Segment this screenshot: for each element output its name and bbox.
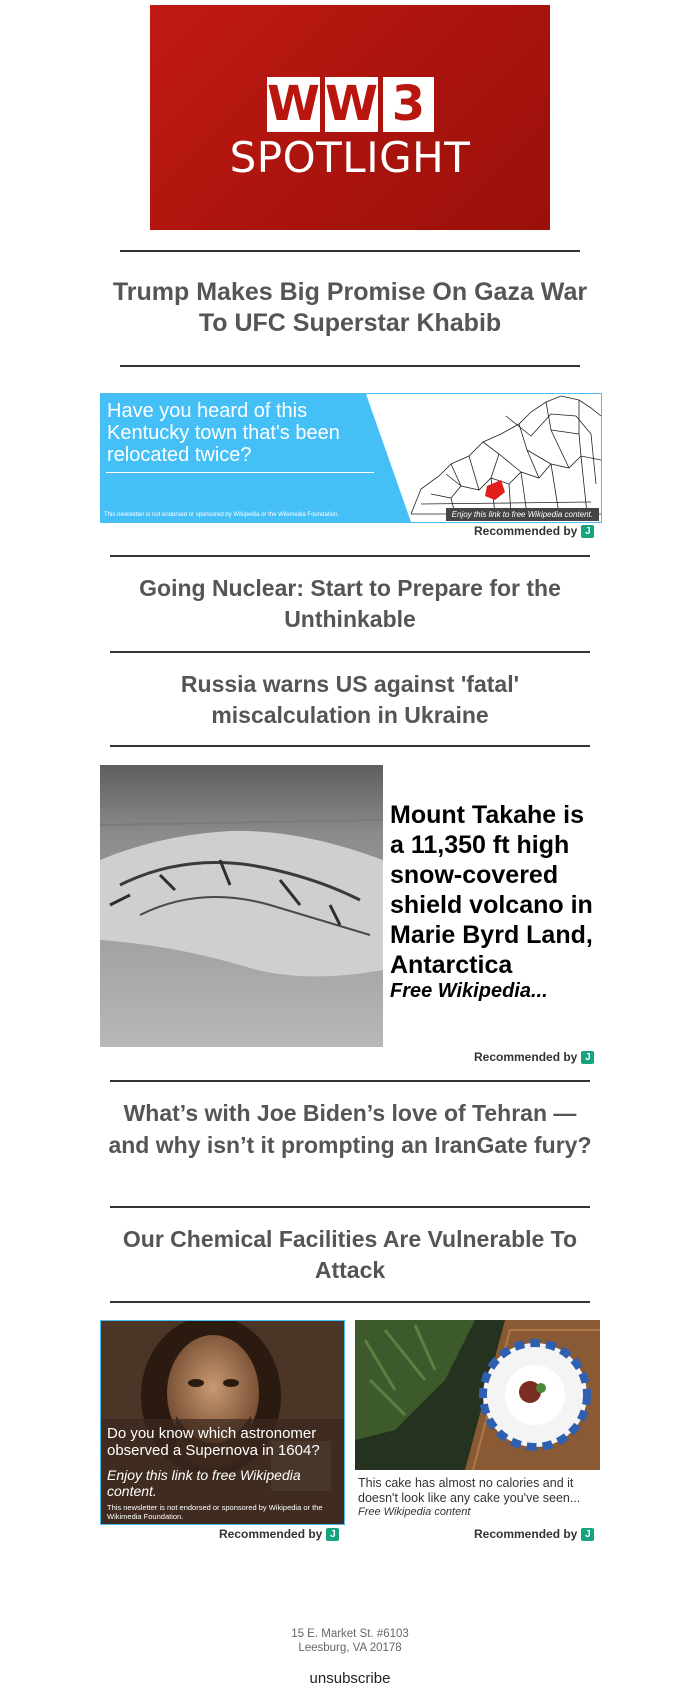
- ad-question: Do you know which astronomer observed a Supernova in 1604?: [107, 1425, 320, 1459]
- headline-2-link[interactable]: Going Nuclear: Start to Prepare for the Unthinkable: [139, 575, 561, 632]
- ad-astronomer[interactable]: [100, 1320, 345, 1525]
- headline-1-link[interactable]: Trump Makes Big Promise On Gaza War To UFC Superstar Khabib: [112, 278, 588, 337]
- divider: [110, 1080, 590, 1082]
- logo-letter-boxes: [267, 77, 434, 132]
- headline-2[interactable]: [100, 573, 600, 635]
- headline-4[interactable]: [100, 1097, 600, 1161]
- recommended-label: Recommended by: [474, 1050, 578, 1064]
- recommended-by[interactable]: [474, 1050, 594, 1064]
- highlighted-county: [485, 480, 505, 500]
- recommended-by[interactable]: [474, 1527, 594, 1541]
- ad-question: Have you heard of this Kentucky town that's been relocated twice?: [107, 400, 340, 466]
- headline-1[interactable]: [100, 277, 600, 339]
- jeeng-logo-icon: J: [581, 1051, 594, 1064]
- ad-disclaimer: This newsletter is not endorsed or sponsored by Wikipedia or the Wikimedia Foundation.: [104, 512, 340, 518]
- headline-3[interactable]: [100, 669, 600, 731]
- address-line-2: Leesburg, VA 20178: [298, 1642, 402, 1654]
- divider: [120, 250, 580, 252]
- divider: [110, 745, 590, 747]
- jeeng-logo-icon: J: [326, 1528, 339, 1541]
- volcano-ad-text[interactable]: Mount Takahe is a 11,350 ft high snow-covered shield volcano in Marie Byrd Land, Antarctica: [390, 801, 593, 979]
- logo-subtitle: SPOTLIGHT: [229, 133, 471, 182]
- recommended-label: Recommended by: [219, 1527, 323, 1541]
- cake-ad-text[interactable]: This cake has almost no calories and it doesn't look like any cake you've seen...: [358, 1476, 581, 1505]
- ad-caption: Enjoy this link to free Wikipedia content.: [446, 508, 599, 521]
- ad-enjoy-text: Enjoy this link to free Wikipedia content.: [107, 1467, 301, 1499]
- recommended-label: Recommended by: [474, 1527, 578, 1541]
- footer-address: [0, 1627, 700, 1655]
- divider: [110, 555, 590, 557]
- volcano-aerial-image[interactable]: [100, 765, 383, 1047]
- headline-5-link[interactable]: Our Chemical Facilities Are Vulnerable To Attack: [122, 1226, 578, 1283]
- recommended-by[interactable]: [474, 524, 594, 538]
- ww3-spotlight-logo[interactable]: [150, 5, 550, 230]
- recommended-by[interactable]: [219, 1527, 339, 1541]
- ad-disclaimer: This newsletter is not endorsed or sponsored by Wikipedia or the Wikimedia Foundation.: [107, 1503, 323, 1521]
- kentucky-map-image: [391, 394, 601, 522]
- divider: [110, 1301, 590, 1303]
- cake-photo-image[interactable]: [355, 1320, 600, 1470]
- headline-4-link[interactable]: What’s with Joe Biden’s love of Tehran — and why isn’t it prompting an IranGate fury?: [108, 1100, 592, 1158]
- cake-ad-more[interactable]: Free Wikipedia content: [358, 1506, 471, 1518]
- ad-kentucky-town[interactable]: [100, 393, 602, 523]
- jeeng-logo-icon: J: [581, 525, 594, 538]
- divider: [110, 1206, 590, 1208]
- recommended-label: Recommended by: [474, 524, 578, 538]
- address-line-1: 15 E. Market St. #6103: [291, 1628, 409, 1640]
- headline-5[interactable]: [100, 1224, 600, 1286]
- headline-3-link[interactable]: Russia warns US against 'fatal' miscalculation in Ukraine: [180, 671, 520, 728]
- logo-letter: W: [267, 76, 320, 132]
- jeeng-logo-icon: J: [581, 1528, 594, 1541]
- cake-plate-photo: [355, 1320, 600, 1470]
- unsubscribe-link[interactable]: unsubscribe: [309, 1670, 391, 1687]
- ad-underline: [106, 472, 374, 473]
- volcano-ad-more[interactable]: Free Wikipedia...: [390, 980, 548, 1002]
- volcano-photo: [100, 765, 383, 1047]
- logo-letter: W: [324, 76, 378, 132]
- divider: [120, 365, 580, 367]
- divider: [110, 651, 590, 653]
- logo-letter: 3: [383, 77, 434, 132]
